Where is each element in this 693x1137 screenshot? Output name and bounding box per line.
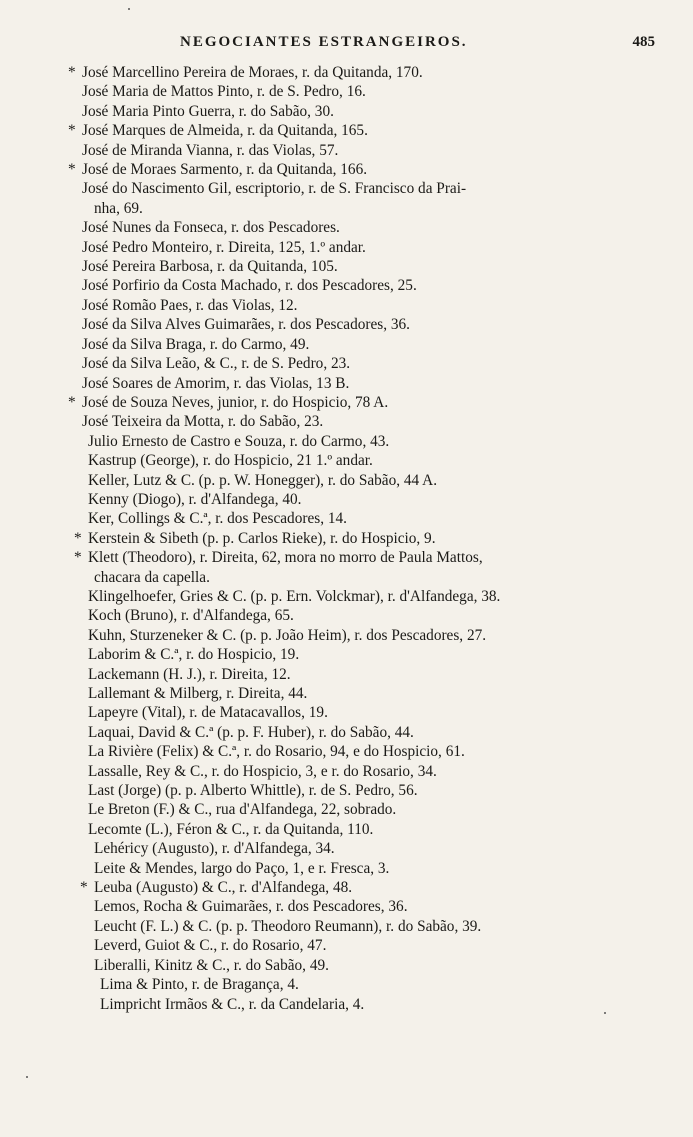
entry-text: Kuhn, Sturzeneker & C. (p. p. João Heim), r. dos Pescadores, 27. [88,626,487,644]
entry-text: Leite & Mendes, largo do Paço, 1, e r. Fresca, 3. [94,859,390,877]
list-item [60,742,660,761]
entry-text: Lapeyre (Vital), r. de Matacavallos, 19. [88,704,328,722]
list-item [60,723,660,742]
page-number: 485 [632,34,655,50]
list-item [60,995,660,1014]
list-item [60,102,660,121]
list-item [60,160,660,179]
list-item [60,296,660,315]
asterisk-mark: * [74,549,82,567]
entry-text: José Maria Pinto Guerra, r. do Sabão, 30. [82,102,334,120]
entry-text: José de Miranda Vianna, r. das Violas, 57. [82,141,339,159]
entry-text: Lemos, Rocha & Guimarães, r. dos Pescadores, 36. [94,898,408,916]
list-item [60,63,660,82]
list-item [60,199,660,218]
entry-text: José Nunes da Fonseca, r. dos Pescadores. [82,219,340,237]
asterisk-mark: * [80,879,88,897]
list-item [60,684,660,703]
list-item [60,645,660,664]
entry-text: José da Silva Alves Guimarães, r. dos Pescadores, 36. [82,316,410,334]
list-item [60,568,660,587]
entry-text: chacara da capella. [94,568,210,586]
entry-text: Liberalli, Kinitz & C., r. do Sabão, 49. [94,956,329,974]
list-item [60,606,660,625]
list-item [60,548,660,567]
entry-text: Klett (Theodoro), r. Direita, 62, mora no morro de Paula Mattos, [88,549,483,567]
entry-text: José Porfirio da Costa Machado, r. dos Pescadores, 25. [82,277,417,295]
list-item [60,820,660,839]
entry-text: Kenny (Diogo), r. d'Alfandega, 40. [88,490,302,508]
list-item [60,839,660,858]
list-item [60,936,660,955]
entry-text: Julio Ernesto de Castro e Souza, r. do Carmo, 43. [88,432,390,450]
entry-text: La Rivière (Felix) & C.ª, r. do Rosario, 94, e do Hospicio, 61. [88,743,465,761]
entry-text: Ker, Collings & C.ª, r. dos Pescadores, 14. [88,510,347,528]
entry-text: Lecomte (L.), Féron & C., r. da Quitanda, 110. [88,820,374,838]
list-item [60,509,660,528]
entry-text: José Maria de Mattos Pinto, r. de S. Pedro, 16. [82,83,366,101]
list-item [60,257,660,276]
entry-text: Kerstein & Sibeth (p. p. Carlos Rieke), r. do Hospicio, 9. [88,529,436,547]
entry-text: Lackemann (H. J.), r. Direita, 12. [88,665,291,683]
merchant-list [60,63,660,1014]
page-header [70,34,655,56]
entry-text: José Romão Paes, r. das Violas, 12. [82,296,298,314]
list-item [60,878,660,897]
entry-text: Keller, Lutz & C. (p. p. W. Honegger), r. do Sabão, 44 A. [88,471,438,489]
list-item [60,335,660,354]
asterisk-mark: * [68,122,76,140]
list-item [60,82,660,101]
entry-text: José de Moraes Sarmento, r. da Quitanda, 166. [82,161,368,179]
running-title: NEGOCIANTES ESTRANGEIROS. [180,34,468,50]
entry-text: Koch (Bruno), r. d'Alfandega, 65. [88,607,294,625]
list-item [60,315,660,334]
asterisk-mark: * [68,161,76,179]
list-item [60,956,660,975]
list-item [60,762,660,781]
list-item [60,703,660,722]
list-item [60,451,660,470]
entry-text: Leucht (F. L.) & C. (p. p. Theodoro Reumann), r. do Sabão, 39. [94,917,482,935]
asterisk-mark: * [74,529,82,547]
entry-text: José de Souza Neves, junior, r. do Hospicio, 78 A. [82,393,389,411]
entry-text: Kastrup (George), r. do Hospicio, 21 1.º andar. [88,452,373,470]
list-item [60,393,660,412]
list-item [60,859,660,878]
entry-text: Leverd, Guiot & C., r. do Rosario, 47. [94,937,327,955]
list-item [60,432,660,451]
entry-text: Leuba (Augusto) & C., r. d'Alfandega, 48. [94,879,353,897]
entry-text: Limpricht Irmãos & C., r. da Candelaria, 4. [100,995,365,1013]
list-item [60,665,660,684]
list-item [60,141,660,160]
entry-text: Le Breton (F.) & C., rua d'Alfandega, 22, sobrado. [88,801,397,819]
list-item [60,471,660,490]
list-item [60,781,660,800]
list-item [60,179,660,198]
entry-text: Last (Jorge) (p. p. Alberto Whittle), r. de S. Pedro, 56. [88,782,418,800]
list-item [60,374,660,393]
entry-text: Lima & Pinto, r. de Bragança, 4. [100,976,299,994]
list-item [60,412,660,431]
entry-text: José Pedro Monteiro, r. Direita, 125, 1.º andar. [82,238,366,256]
entry-text: José Teixeira da Motta, r. do Sabão, 23. [82,413,324,431]
entry-text: nha, 69. [94,199,143,217]
list-item [60,800,660,819]
entry-text: Laquai, David & C.ª (p. p. F. Huber), r. do Sabão, 44. [88,723,414,741]
list-item [60,121,660,140]
entry-text: José Soares de Amorim, r. das Violas, 13 B. [82,374,350,392]
entry-text: Lassalle, Rey & C., r. do Hospicio, 3, e r. do Rosario, 34. [88,762,437,780]
entry-text: José do Nascimento Gil, escriptorio, r. de S. Francisco da Prai- [82,180,467,198]
entry-text: Klingelhoefer, Gries & C. (p. p. Ern. Volckmar), r. d'Alfandega, 38. [88,587,501,605]
list-item [60,897,660,916]
list-item [60,354,660,373]
ink-speck [128,8,130,10]
entry-text: Lallemant & Milberg, r. Direita, 44. [88,685,308,702]
list-item [60,626,660,645]
entry-text: José Marques de Almeida, r. da Quitanda, 165. [82,122,368,140]
list-item [60,276,660,295]
ink-speck [26,1076,28,1078]
entry-text: Lehéricy (Augusto), r. d'Alfandega, 34. [94,840,335,858]
entry-text: José Marcellino Pereira de Moraes, r. da Quitanda, 170. [82,64,423,81]
entry-text: José da Silva Braga, r. do Carmo, 49. [82,335,310,353]
list-item [60,529,660,548]
list-item [60,587,660,606]
entry-text: José da Silva Leão, & C., r. de S. Pedro, 23. [82,355,351,373]
entry-text: Laborim & C.ª, r. do Hospicio, 19. [88,646,300,664]
entry-text: José Pereira Barbosa, r. da Quitanda, 105. [82,258,338,276]
list-item [60,975,660,994]
ink-speck [604,1012,606,1014]
list-item [60,218,660,237]
asterisk-mark: * [68,393,76,411]
list-item [60,917,660,936]
list-item [60,238,660,257]
asterisk-mark: * [68,64,76,81]
list-item [60,490,660,509]
